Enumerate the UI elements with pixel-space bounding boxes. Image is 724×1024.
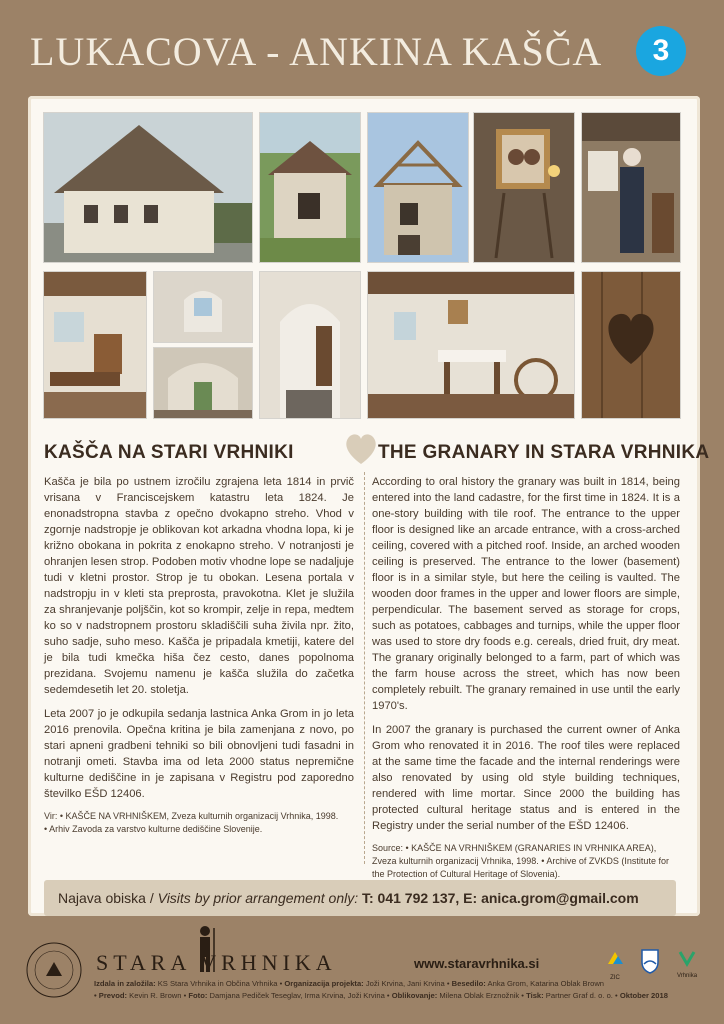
credit-label-translation: • Prevod: (94, 991, 128, 1000)
vrhnika-logo-label: Vrhnika (676, 973, 698, 979)
photo-granary-roof-renovation (368, 113, 468, 262)
photo-vaulted-basement (154, 348, 252, 418)
header-band (0, 0, 724, 100)
slovene-column (44, 474, 354, 844)
credit-photo: Damjana Pediček Teseglav, Irma Krvina, Joži Krvina • (209, 991, 390, 1000)
photo-portrait-easel (474, 113, 574, 262)
credit-design: Milena Oblak Erznožnik • (439, 991, 524, 1000)
brand-wordmark: STARA VRHNIKA (96, 950, 337, 975)
contact-bar (44, 880, 676, 916)
english-column (372, 474, 680, 889)
contact-label-english: Visits by prior arrangement only: (157, 890, 359, 906)
number-badge: 3 (636, 26, 686, 76)
society-seal-icon (24, 940, 84, 1000)
contact-label-slovene: Najava obiska / (58, 890, 154, 906)
footer (0, 920, 724, 1024)
credit-label-publisher: Izdala in založila: (94, 979, 156, 988)
english-sources: Source: • KAŠČE NA VRHNIŠKEM (GRANARIES IN VRHNIKA AREA), Zveza kulturnih organizacij Vrhnika, 1998. • Archive of ZVKDS (Institute for the Protection of Cultural Heritage of Slovenia). (372, 843, 669, 879)
slovene-source-1: Vir: • KAŠČE NA VRHNIŠKEM, Zveza kulturnih organizacij Vrhnika, 1998. (44, 811, 339, 821)
photo-farmhouse-exterior (44, 113, 252, 262)
credit-date: Oktober 2018 (619, 991, 668, 1000)
credit-publisher: KS Stara Vrhnika in Občina Vrhnika • (157, 979, 283, 988)
slovene-paragraph-1: Kašča je bila po ustnem izročilu zgrajena leta 1814 in prvič vrisana v Franciscejskem katastru leta 1824. Je enonadstropna stavba z opečno dvokapno streho. Vhod v zgornje nadstropje je oblikovan kot arkadna vhodna lopa, ki je križno obokana in pokrita z enokapno streho. V notranjosti je ohranjen lesen strop. Podoben motiv vhodne lope se nadaljuje tudi v kletni prostor. Strop je tu obokan. Lesena portala v nadstropju in v kleti sta preprosta, pravokotna. Klet je služila za shranjevanje poljščin, kot so krompir, zelje in repa, medtem ko so v nadstropnem prostoru skladiščili suha živila npr. žito, suho sadje, suho meso. Kašča je pripadala kmetiji, katere del je bila tudi kmečka hiša čez cesto, danes popolnoma prezidana. Svojemu namenu je kašča služila do začetka sedemdesetih let 20. stoletja. (44, 476, 354, 696)
slovene-source-2: • Arhiv Zavoda za varstvo kulturne dediščine Slovenije. (44, 824, 263, 834)
page-title: LUKACOVA - ANKINA KAŠČA (30, 29, 603, 74)
heart-ornament-icon (341, 428, 381, 468)
website-link[interactable]: www.staravrhnika.si (414, 956, 540, 971)
column-divider (364, 472, 365, 864)
photo-arched-doorway (260, 272, 360, 418)
credit-label-text: Besedilo: (451, 979, 486, 988)
photo-heart-door-detail (582, 272, 680, 418)
zic-logo-label: ZIC (610, 975, 620, 981)
credits (94, 978, 704, 1002)
credit-translation: Kevin R. Brown • (129, 991, 187, 1000)
photo-granary-exterior (260, 113, 360, 262)
photo-window-niche (154, 272, 252, 342)
slovene-sources (44, 810, 354, 836)
english-paragraph-1: According to oral history the granary was built in 1814, being entered into the land cadastre, for the first time in 1824. It is a one-story building with tile roof. The entrance to the upper floor is designed like an arcade entrance, with a cross-arched ceiling, covered with a pitched roof. Inside, an arched wooden ceiling is preserved. The entrance to the lower (basement) floor is in a similar style, but here the ceiling is vaulted. The wooden door frames in the upper and lower floors are simple, perpendicular. The basement served as storage for crops, such as potatoes, cabbages and turnips, while the upper floor was used to store dry foods e.g. cereals, dried fruit, dry meat. The granary originally belonged to a farm, part of which was the farm house across the street, which has now been completely rebuilt. The granary remained in use until the early 1970's. (372, 476, 680, 712)
zic-logo-icon (604, 948, 626, 981)
vrhnika-logo-icon (674, 948, 700, 979)
credit-label-print: Tisk: (526, 991, 544, 1000)
photo-interior-table (368, 272, 574, 418)
photo-woman-in-interior (582, 113, 680, 262)
english-section-title: THE GRANARY IN STARA VRHNIKA (378, 442, 710, 463)
coat-of-arms-icon (640, 948, 660, 974)
slovene-paragraph-2: Leta 2007 jo je odkupila sedanja lastnica Anka Grom in jo leta 2016 prenovila. Opečna kritina je bila zamenjana z novo, po stari apneni gradbeni tehniki so bili obnovljeni tudi fasadni in notranji ometi. Stavba ima od leta 2000 status nepremične kulturne dediščine in je zapisana v Registru pod zaporedno številko EŠD 12406. (44, 708, 354, 800)
photo-interior-furniture (44, 272, 146, 418)
credit-text: Anka Grom, Katarina Oblak Brown (487, 979, 605, 988)
credit-print: Partner Graf d. o. o. • (545, 991, 618, 1000)
credit-label-design: Oblikovanje: (391, 991, 438, 1000)
slovene-section-title: KAŠČA NA STARI VRHNIKI (44, 442, 294, 463)
credit-organization: Joži Krvina, Jani Krvina • (365, 979, 450, 988)
contact-details[interactable]: T: 041 792 137, E: anica.grom@gmail.com (362, 890, 639, 906)
english-paragraph-2: In 2007 the granary is purchased the current owner of Anka Grom who renovated it in 2016. The roof tiles were replaced at the same time the facade and the internal renderings were also renovated by using old style building techniques, rendered with lime mortar. Since 2000 the building has protected cultural heritage status and is entered in the Registry under the serial number of the EŠD 12406. (372, 724, 680, 832)
credit-label-organization: Organizacija projekta: (284, 979, 364, 988)
credit-label-photo: Foto: (188, 991, 208, 1000)
